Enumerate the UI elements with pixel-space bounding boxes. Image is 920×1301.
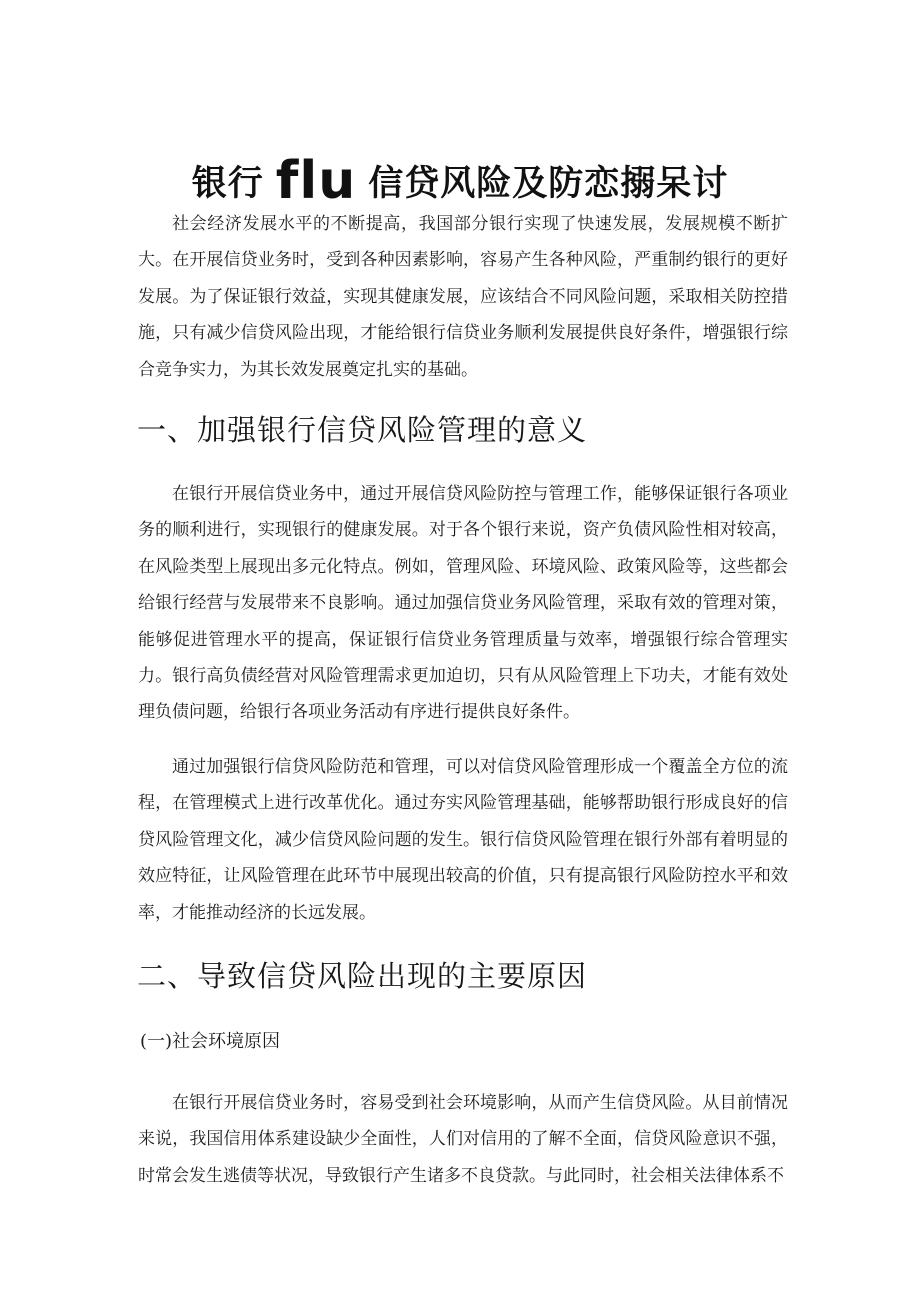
section-1-heading: 一、加强银行信贷风险管理的意义 — [137, 413, 588, 447]
intro-paragraph: 社会经济发展水平的不断提高，我国部分银行实现了快速发展，发展规模不断扩大。在开展信贷业务时，受到各种因素影响，容易产生各种风险，严重制约银行的更好发展。为了保证银行效益，实现其健康发展，应该结合不同风险问题，采取相关防控措施，只有减少信贷风险出现，才能给银行信贷业务顺利发展提供良好条件，增强银行综合竞争实力，为其长效发展奠定扎实的基础。 — [138, 214, 788, 380]
section-2-paragraph-1: 在银行开展信贷业务时，容易受到社会环境影响，从而产生信贷风险。从目前情况来说，我国信用体系建设缺少全面性，人们对信用的了解不全面，信贷风险意识不强，时常会发生逃债等状况，导致银行产生诸多不良贷款。与此同时，社会相关法律体系不 — [138, 1093, 788, 1186]
title-mid: flu — [275, 151, 357, 212]
section-2-heading: 二、导致信贷风险出现的主要原因 — [137, 959, 588, 993]
title-prefix: 银行 — [191, 164, 264, 205]
title-suffix: 信贷风险及防恋搦呆讨 — [368, 164, 729, 205]
section-2-subheading: (一)社会环境原因 — [140, 1031, 281, 1052]
section-1-paragraph-1: 在银行开展信贷业务中，通过开展信贷风险防控与管理工作，能够保证银行各项业务的顺利进行，实现银行的健康发展。对于各个银行来说，资产负债风险性相对较高，在风险类型上展现出多元化特点。例如，管理风险、环境风险、政策风险等，这些都会给银行经营与发展带来不良影响。通过加强信贷业务风险管理，采取有效的管理对策，能够促进管理水平的提高，保证银行信贷业务管理质量与效率，增强银行综合管理实力。银行高负债经营对风险管理需求更加迫切，只有从风险管理上下功夫，才能有效处理负债问题，给银行各项业务活动有序进行提供良好条件。 — [138, 484, 788, 723]
section-1-paragraph-2: 通过加强银行信贷风险防范和管理，可以对信贷风险管理形成一个覆盖全方位的流程，在管理模式上进行改革优化。通过夯实风险管理基础，能够帮助银行形成良好的信贷风险管理文化，减少信贷风险问题的发生。银行信贷风险管理在银行外部有着明显的效应特征，让风险管理在此环节中展现出较高的价值，只有提高银行风险防控水平和效率，才能推动经济的长远发展。 — [138, 757, 788, 923]
document-title — [0, 151, 920, 211]
